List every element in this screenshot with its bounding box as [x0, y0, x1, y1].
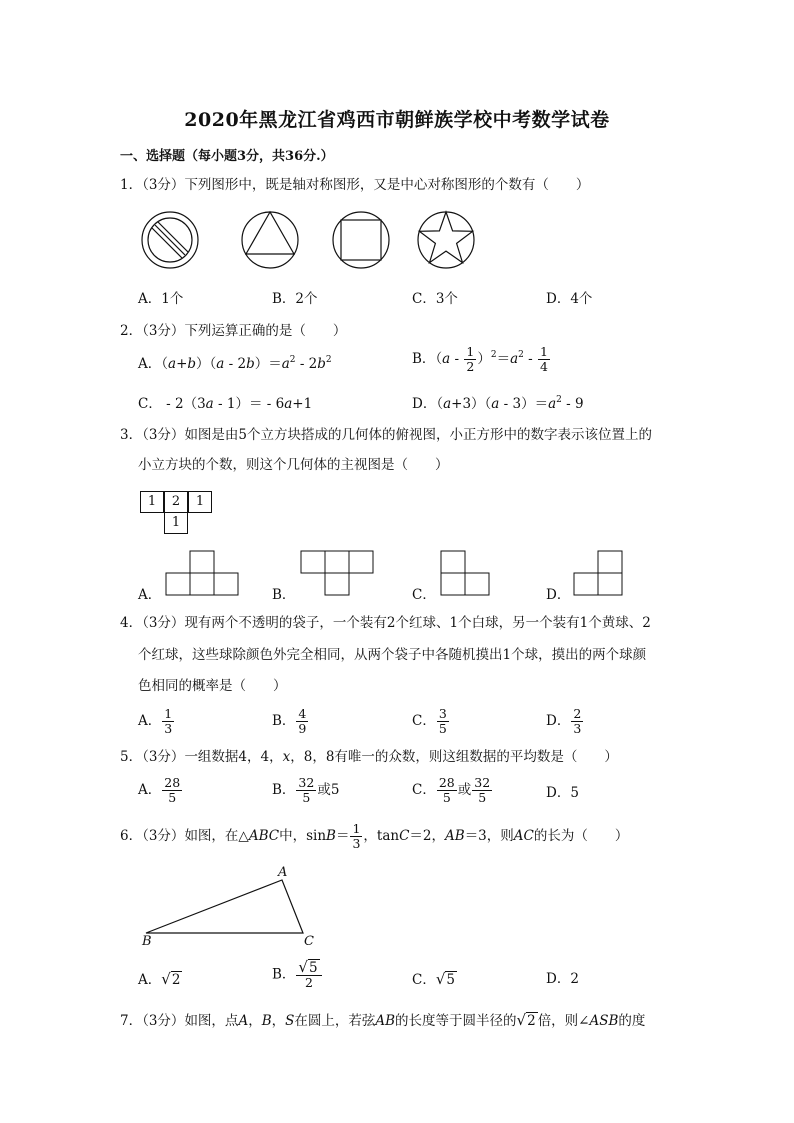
fraction	[296, 960, 321, 990]
segment-ab: AB	[445, 828, 465, 844]
point-a: A	[238, 1013, 249, 1029]
question-number: 6．（3分）	[120, 828, 185, 844]
question-text: ＝2，	[409, 828, 446, 844]
expr-part: +	[176, 356, 188, 372]
var-a: a	[216, 356, 225, 372]
q6-option-a	[138, 969, 182, 990]
denominator: 9	[298, 721, 307, 736]
var-a: a	[510, 351, 519, 367]
top-view-cell: 1	[140, 491, 164, 513]
option-tail: 或5	[317, 782, 340, 798]
option-label: B．	[412, 351, 436, 367]
denominator: 3	[573, 721, 582, 736]
denominator: 3	[164, 721, 173, 736]
option-mid: 或	[457, 782, 472, 798]
q1-option-a: A．1个	[138, 291, 184, 307]
top-view-cell: 1	[188, 491, 212, 513]
expr-part: （	[435, 351, 443, 367]
option-label: A．	[138, 782, 162, 798]
option-label: B．	[272, 782, 296, 798]
question-number: 5．（3分）	[120, 749, 185, 765]
exponent: 2	[518, 350, 524, 360]
var-c: C	[399, 828, 410, 844]
question-text: 如图是由5个立方块搭成的几何体的俯视图，小正方形中的数字表示该位置上的	[184, 427, 653, 443]
question-text: 下列图形中，既是轴对称图形，又是中心对称图形的个数有（ ）	[184, 177, 590, 193]
top-view-cell: 2	[164, 491, 188, 513]
option-label: D．	[546, 971, 571, 987]
numerator: 4	[298, 706, 307, 721]
question-text: 下列运算正确的是（ ）	[184, 323, 347, 339]
expr-part: ）＝	[254, 356, 282, 372]
question-7	[120, 1010, 645, 1031]
q3-option-b: B．	[272, 587, 296, 603]
expr-part: - 2	[295, 356, 318, 372]
option-label: A．	[138, 972, 162, 988]
question-3-line-2: 小立方块的个数，则这个几何体的主视图是（ ）	[138, 457, 449, 473]
point-s: S	[285, 1013, 295, 1029]
question-text: ＝3，则	[464, 828, 514, 844]
expr-part: -	[450, 351, 464, 367]
var-a: a	[491, 396, 500, 412]
expr-part: ）（	[196, 356, 217, 372]
question-text: 如图，点	[184, 1013, 239, 1029]
numerator: 2	[573, 706, 582, 721]
square-root: √2	[516, 1011, 536, 1029]
question-text: ，8，8有唯一的众数，则这组数据的平均数是（ ）	[290, 749, 618, 765]
q3-option-a: A．	[138, 587, 162, 603]
denominator: 5	[302, 790, 311, 805]
var-a: a	[443, 396, 452, 412]
question-4-line-3: 色相同的概率是（ ）	[138, 678, 287, 694]
question-text: 在圆上，若弦	[294, 1013, 376, 1029]
q1-option-b: B．2个	[272, 291, 318, 307]
expr-part: +3）（	[451, 396, 492, 412]
expr-part: - 3）＝	[499, 396, 549, 412]
top-view-cell: 1	[164, 512, 188, 534]
var-x: x	[282, 749, 291, 765]
numerator: 28	[164, 775, 181, 790]
numerator: 1	[352, 821, 361, 836]
option-label: C．	[138, 396, 162, 412]
q3-option-d: D．	[546, 587, 571, 603]
option-value: 2	[570, 971, 579, 987]
q6-option-c	[412, 969, 457, 990]
numerator: 32	[474, 775, 491, 790]
radicand: 2	[527, 1013, 536, 1029]
var-b: b	[246, 356, 255, 372]
var-a: a	[281, 356, 290, 372]
question-text: 一组数据4，4，	[184, 749, 283, 765]
option-label: A．	[138, 356, 162, 372]
option-label: C．	[412, 782, 436, 798]
question-number: 3．（3分）	[120, 427, 185, 443]
segment-ac: AC	[513, 828, 534, 844]
page-title: 2020年黑龙江省鸡西市朝鲜族学校中考数学试卷	[184, 109, 610, 131]
var-a: a	[205, 396, 214, 412]
option-label: D．	[546, 785, 571, 801]
expr-part: - 2	[224, 356, 247, 372]
expr-part: - 2（3	[161, 396, 206, 412]
q1-option-c: C．3个	[412, 291, 458, 307]
expr-part: ＝	[496, 351, 511, 367]
denominator: 5	[438, 721, 447, 736]
denominator: 5	[478, 790, 487, 805]
question-text: 如图，在△	[184, 828, 249, 844]
expr-part: -	[523, 351, 538, 367]
triangle-name: ABC	[248, 828, 280, 844]
expr-part: +1	[292, 396, 313, 412]
angle-asb: ASB	[589, 1013, 619, 1029]
numerator: 1	[164, 706, 173, 721]
option-label: C．	[412, 972, 436, 988]
question-text: 倍，则∠	[537, 1013, 590, 1029]
denominator: 3	[352, 836, 361, 851]
section-heading: 一、选择题（每小题3分，共36分.）	[120, 149, 334, 164]
numerator: 28	[438, 775, 455, 790]
vertex-label-a: A	[278, 865, 288, 880]
square-root: √5	[435, 970, 455, 988]
exponent: 2	[289, 355, 296, 365]
exponent: 2	[490, 350, 497, 360]
q1-option-d: D．4个	[546, 291, 593, 307]
radicand: 5	[308, 960, 318, 976]
denominator: 2	[305, 975, 313, 990]
question-text: ，tan	[363, 828, 400, 844]
option-label: D．	[546, 713, 571, 729]
question-number: 1．（3分）	[120, 177, 185, 193]
separator: ，	[248, 1013, 262, 1029]
var-a: a	[442, 351, 451, 367]
vertex-label-b: B	[142, 934, 152, 949]
option-label: A．	[138, 713, 162, 729]
denominator: 2	[466, 359, 475, 374]
expr-part: - 9	[561, 396, 584, 412]
expr-part: （	[161, 356, 168, 372]
question-text: 的长度等于圆半径的	[395, 1013, 517, 1029]
q6-option-d	[546, 969, 579, 989]
denominator: 5	[442, 790, 451, 805]
denominator: 5	[168, 790, 177, 805]
vertex-label-c: C	[304, 934, 314, 949]
option-label: B．	[272, 713, 296, 729]
square-root: √2	[161, 970, 181, 988]
var-a: a	[284, 396, 293, 412]
expr-part: - 1）＝ - 6	[213, 396, 285, 412]
radicand: 2	[171, 972, 181, 988]
square-root: √5	[298, 958, 318, 976]
exponent: 2	[556, 395, 562, 405]
option-value: 5	[570, 785, 579, 801]
option-label: D．	[412, 396, 437, 412]
question-text: ＝	[335, 828, 350, 844]
var-b: b	[187, 356, 197, 372]
var-a: a	[548, 396, 557, 412]
q6-option-b	[272, 960, 323, 990]
question-number: 4．（3分）	[120, 615, 185, 631]
q3-option-c: C．	[412, 587, 436, 603]
separator: ，	[271, 1013, 286, 1029]
radicand: 5	[446, 972, 455, 988]
expr-part: （	[436, 396, 444, 412]
question-number: 2．（3分）	[120, 323, 185, 339]
numerator	[296, 960, 321, 976]
question-4-line-2: 个红球，这些球除颜色外完全相同，从两个袋子中各随机摸出1个球，摸出的两个球颜	[138, 647, 647, 663]
numerator: 32	[298, 775, 315, 790]
numerator: 1	[466, 344, 475, 359]
question-text: 现有两个不透明的袋子，一个装有2个红球、1个白球，另一个装有1个黄球、2	[184, 615, 651, 631]
question-text: 的度	[618, 1013, 646, 1029]
triangle-abc	[146, 880, 303, 933]
question-text: 中，sin	[279, 828, 327, 844]
var-b: b	[317, 356, 326, 372]
point-b: B	[261, 1013, 272, 1029]
numerator: 1	[540, 344, 548, 359]
exponent: 2	[325, 355, 332, 365]
option-label: B．	[272, 966, 296, 983]
expr-part: ）	[477, 351, 491, 367]
question-text: 的长为（ ）	[533, 828, 629, 844]
numerator: 3	[438, 706, 447, 721]
option-label: C．	[412, 713, 436, 729]
var-a: a	[168, 356, 177, 372]
var-b: B	[326, 828, 336, 844]
chord-ab: AB	[375, 1013, 396, 1029]
question-number: 7．（3分）	[120, 1013, 185, 1029]
denominator: 4	[540, 359, 548, 374]
